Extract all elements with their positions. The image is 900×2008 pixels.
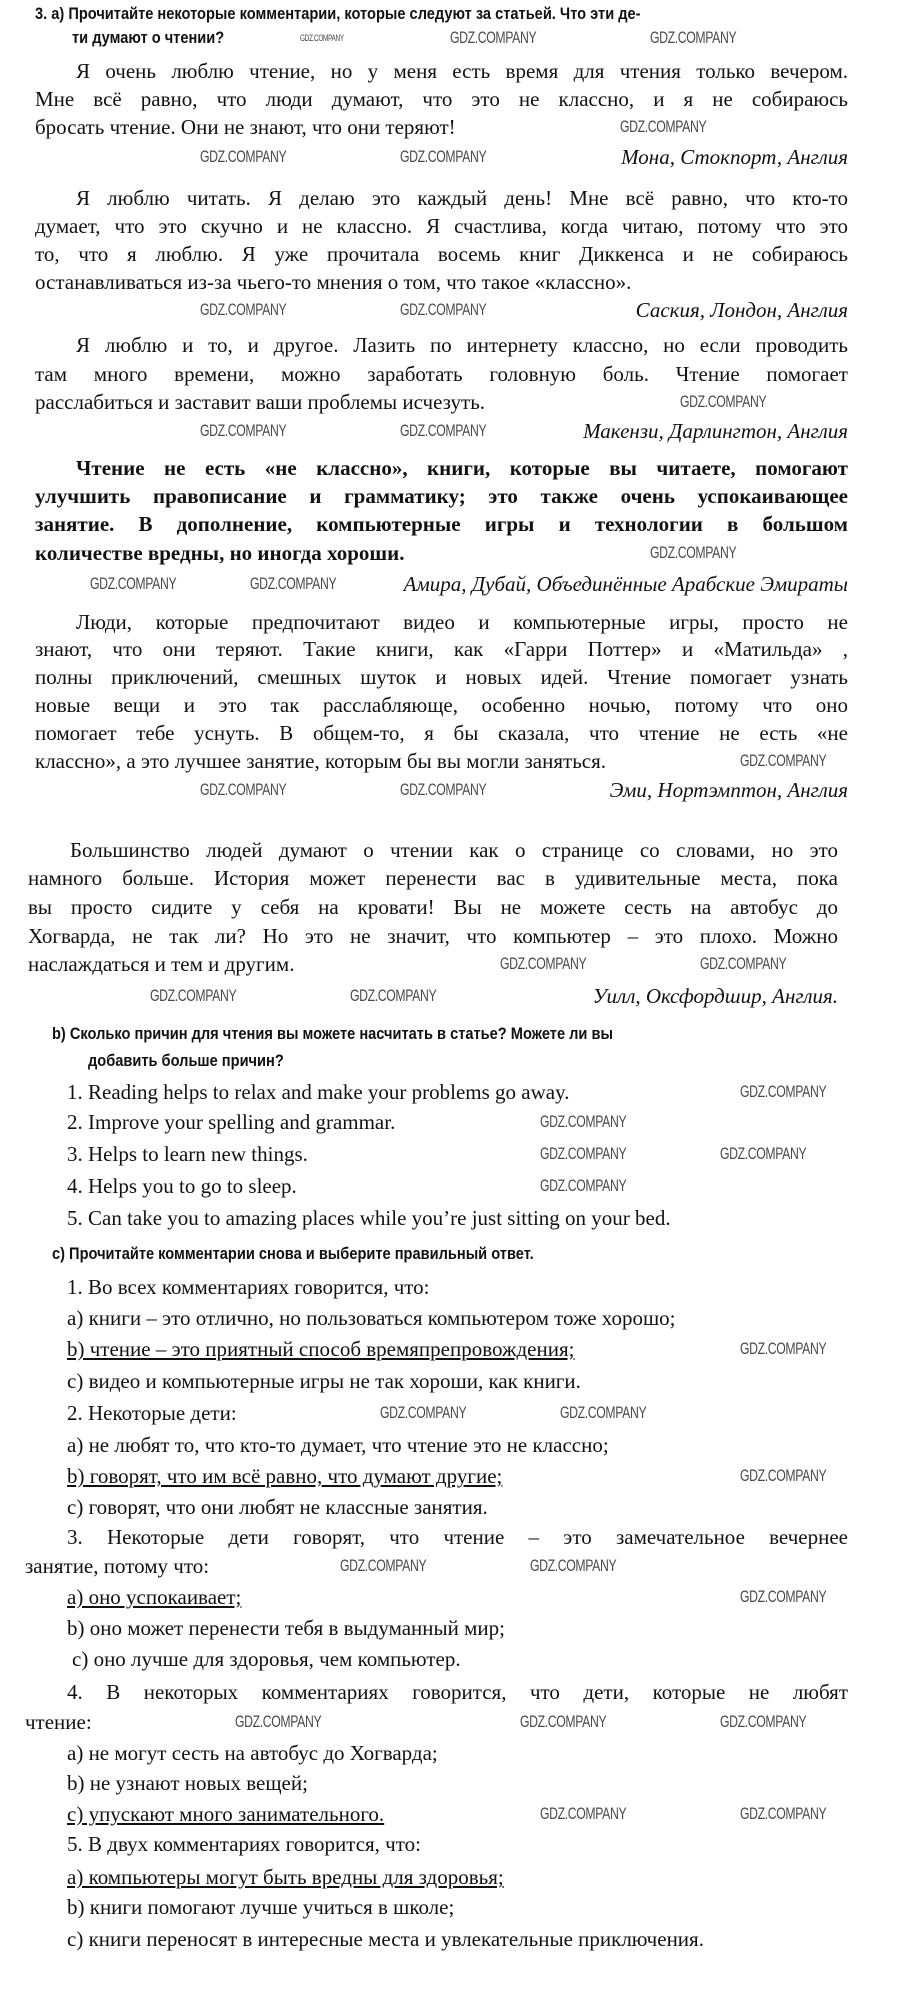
watermark: GDZ.COMPANY	[380, 1403, 467, 1422]
comment-author: Эми, Нортэмптон, Англия	[609, 778, 848, 802]
watermark: GDZ.COMPANY	[700, 954, 787, 973]
comment-author: Мона, Стокпорт, Англия	[621, 145, 848, 169]
watermark: GDZ.COMPANY	[740, 1466, 827, 1485]
watermark: GDZ.COMPANY	[740, 1339, 827, 1358]
watermark: GDZ.COMPANY	[620, 117, 707, 136]
watermark: GDZ.COMPANY	[400, 421, 487, 440]
option-5c: c) книги переносят в интересные места и увлекательные приключения.	[67, 1927, 704, 1951]
watermark: GDZ.COMPANY	[400, 147, 487, 166]
option-3b: b) оно может перенести тебя в выдуманный мир;	[67, 1616, 505, 1640]
comment-line: наслаждаться и тем и другим.	[28, 952, 295, 976]
task-c-heading: c) Прочитайте комментарии снова и выберите правильный ответ.	[52, 1244, 534, 1263]
option-2b-correct	[67, 1463, 502, 1489]
watermark: GDZ.COMPANY	[200, 421, 287, 440]
reason-item: 1. Reading helps to relax and make your problems go away.	[67, 1080, 570, 1104]
question-3-cont: занятие, потому что:	[25, 1554, 210, 1578]
option-5a-correct	[67, 1864, 504, 1890]
watermark: GDZ.COMPANY	[650, 28, 737, 47]
option-2c: c) говорят, что они любят не классные занятия.	[67, 1495, 488, 1519]
reason-item: 4. Helps you to go to sleep.	[67, 1174, 297, 1198]
watermark: GDZ.COMPANY	[740, 751, 827, 770]
watermark: GDZ.COMPANY	[400, 300, 487, 319]
reason-item: 3. Helps to learn new things.	[67, 1142, 308, 1166]
option-text: a) компьютеры могут быть вредны для здоровья;	[67, 1865, 504, 1889]
comment-line: занятие. В дополнение, компьютерные игры и технологии в большом	[35, 512, 848, 536]
option-text: a) оно успокаивает;	[67, 1585, 242, 1609]
watermark: GDZ.COMPANY	[350, 986, 437, 1005]
option-4a: a) не могут сесть на автобус до Хогварда;	[67, 1741, 438, 1765]
watermark: GDZ.COMPANY	[740, 1082, 827, 1101]
option-1a: a) книги – это отлично, но пользоваться компьютером тоже хорошо;	[67, 1306, 676, 1330]
comment-line: бросать чтение. Они не знают, что они теряют!	[35, 115, 456, 139]
comment-author: Саския, Лондон, Англия	[635, 298, 848, 322]
comment-line: намного больше. История может перенести вас в удивительные места, пока	[28, 866, 838, 890]
question-4: 4. В некоторых комментариях говорится, что дети, которые не любят	[67, 1680, 848, 1704]
watermark: GDZ.COMPANY	[680, 392, 767, 411]
watermark: GDZ.COMPANY	[400, 780, 487, 799]
watermark: GDZ.COMPANY	[150, 986, 237, 1005]
comment-line: останавливаться из-за чьего-то мнения о том, что такое «классно».	[35, 270, 632, 294]
comment-line: там много времени, можно заработать головную боль. Чтение помогает	[35, 362, 848, 386]
watermark: GDZ.COMPANY	[200, 780, 287, 799]
comment-line: полны приключений, смешных шуток и новых идей. Чтение помогает узнать	[35, 665, 848, 689]
comment-line: помогает тебе уснуть. В общем-то, я бы сказала, что чтение не есть «не	[35, 721, 848, 745]
watermark: GDZ.COMPANY	[650, 543, 737, 562]
comment-line: знают, что они теряют. Такие книги, как «Гарри Поттер» и «Матильда» ,	[35, 637, 848, 661]
option-4b: b) не узнают новых вещей;	[67, 1771, 308, 1795]
watermark: GDZ.COMPANY	[200, 147, 287, 166]
task-b-heading-cont: добавить больше причин?	[88, 1051, 284, 1070]
watermark: GDZ.COMPANY	[740, 1804, 827, 1823]
option-text: b) говорят, что им всё равно, что думают другие;	[67, 1464, 503, 1488]
comment-line: то, что я люблю. Я уже прочитала восемь книг Диккенса и не собираюсь	[35, 242, 848, 266]
reason-item: 5. Can take you to amazing places while you’re just sitting on your bed.	[67, 1206, 671, 1230]
comment-line: Чтение не есть «не классно», книги, которые вы читаете, помогают	[76, 456, 848, 480]
watermark: GDZ.COMPANY	[90, 574, 177, 593]
comment-line: новые вещи и это так расслабляюще, особенно ночью, потому что оно	[35, 693, 848, 717]
option-5b: b) книги помогают лучше учиться в школе;	[67, 1895, 455, 1919]
option-3a-correct	[67, 1584, 241, 1610]
question-1: 1. Во всех комментариях говорится, что:	[67, 1275, 430, 1299]
watermark: GDZ.COMPANY	[530, 1556, 617, 1575]
reason-item: 2. Improve your spelling and grammar.	[67, 1110, 396, 1134]
option-text: c) упускают много занимательного.	[67, 1802, 385, 1826]
comment-line: вы просто сидите у себя на кровати! Вы не можете сесть на автобус до	[28, 895, 838, 919]
watermark: GDZ.COMPANY	[500, 954, 587, 973]
option-1b-correct	[67, 1336, 574, 1362]
comment-author: Уилл, Оксфордшир, Англия.	[592, 984, 838, 1008]
watermark: GDZ.COMPANY	[250, 574, 337, 593]
task-a-heading: 3. a) Прочитайте некоторые комментарии, которые следуют за статьей. Что эти де-	[35, 4, 641, 23]
question-4-cont: чтение:	[25, 1710, 92, 1734]
option-2a: a) не любят то, что кто-то думает, что чтение это не классно;	[67, 1433, 609, 1457]
comment-line: Хогварда, не так ли? Но это не значит, что компьютер – это плохо. Можно	[28, 924, 838, 948]
watermark: GDZ.COMPANY	[740, 1587, 827, 1606]
question-3: 3. Некоторые дети говорят, что чтение – это замечательное вечернее	[67, 1525, 848, 1549]
comment-line: Я люблю и то, и другое. Лазить по интернету классно, но если проводить	[76, 333, 848, 357]
task-b-heading: b) Сколько причин для чтения вы можете насчитать в статье? Можете ли вы	[52, 1024, 613, 1043]
watermark: GDZ.COMPANY	[540, 1804, 627, 1823]
watermark: GDZ.COMPANY	[560, 1403, 647, 1422]
comment-author: Амира, Дубай, Объединённые Арабские Эмираты	[403, 572, 848, 596]
option-text: b) чтение – это приятный способ времяпрепровождения;	[67, 1337, 575, 1361]
comment-line: расслабиться и заставит ваши проблемы исчезуть.	[35, 390, 486, 414]
watermark: GDZ.COMPANY	[340, 1556, 427, 1575]
comment-line: Я люблю читать. Я делаю это каждый день! Мне всё равно, что кто-то	[76, 186, 848, 210]
option-3c: c) оно лучше для здоровья, чем компьютер.	[72, 1647, 461, 1671]
watermark: GDZ.COMPANY	[540, 1112, 627, 1131]
comment-line: думает, что это скучно и не классно. Я счастлива, когда читаю, потому что это	[35, 214, 848, 238]
comment-line: количестве вредны, но иногда хороши.	[35, 541, 405, 565]
comment-line: улучшить правописание и грамматику; это также очень успокаивающее	[35, 484, 848, 508]
question-2: 2. Некоторые дети:	[67, 1401, 237, 1425]
task-a-heading-cont: ти думают о чтении?	[72, 28, 225, 47]
watermark: GDZ.COMPANY	[300, 33, 344, 43]
comment-line: Люди, которые предпочитают видео и компьютерные игры, просто не	[76, 610, 848, 634]
option-4c-correct	[67, 1801, 384, 1827]
watermark: GDZ.COMPANY	[520, 1712, 607, 1731]
comment-author: Макензи, Дарлингтон, Англия	[583, 419, 848, 443]
watermark: GDZ.COMPANY	[200, 300, 287, 319]
comment-line: Большинство людей думают о чтении как о странице со словами, но это	[70, 838, 838, 862]
watermark: GDZ.COMPANY	[450, 28, 537, 47]
watermark: GDZ.COMPANY	[540, 1176, 627, 1195]
option-1c: c) видео и компьютерные игры не так хороши, как книги.	[67, 1369, 581, 1393]
watermark: GDZ.COMPANY	[720, 1144, 807, 1163]
watermark: GDZ.COMPANY	[720, 1712, 807, 1731]
watermark: GDZ.COMPANY	[540, 1144, 627, 1163]
comment-line: классно», а это лучшее занятие, которым бы вы могли заняться.	[35, 749, 606, 773]
comment-line: Мне всё равно, что люди думают, что это не классно, и я не собираюсь	[35, 87, 848, 111]
question-5: 5. В двух комментариях говорится, что:	[67, 1832, 421, 1856]
watermark: GDZ.COMPANY	[235, 1712, 322, 1731]
comment-line: Я очень люблю чтение, но у меня есть время для чтения только вечером.	[76, 59, 848, 83]
